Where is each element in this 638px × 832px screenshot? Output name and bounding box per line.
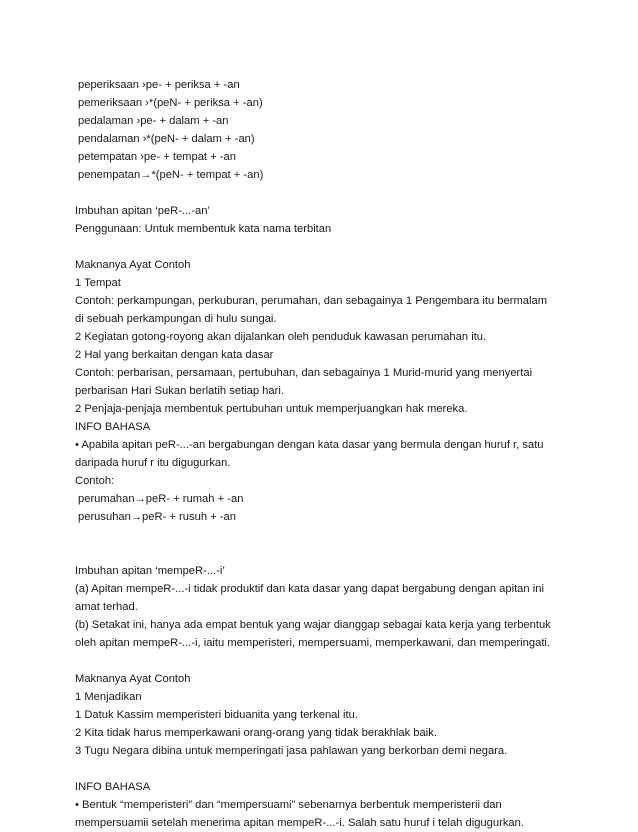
spacer: [75, 652, 575, 670]
example-line: perumahan→peR- + rumah + -an: [78, 493, 244, 505]
derivation-line: penempatan→*(peN- + tempat + -an): [78, 169, 264, 181]
body-text: 3 Tugu Negara dibina untuk memperingati jasa pahlawan yang berkorban demi negara.: [75, 745, 508, 757]
derivation-line: pendalaman ›*(peN- + dalam + -an): [78, 133, 255, 145]
section-heading: Imbuhan apitan ‘peR-...-an’: [75, 205, 210, 217]
meaning-title: 2 Hal yang berkaitan dengan kata dasar: [75, 349, 274, 361]
example-line: perusuhan→peR- + rusuh + -an: [78, 511, 236, 523]
body-text: oleh apitan mempeR-...-i, iaitu memperisteri, mempersuami, memperkawani, dan memperingati.: [75, 637, 551, 649]
body-text: 2 Penjaja-penjaja membentuk pertubuhan untuk memperjuangkan hak mereka.: [75, 403, 468, 415]
section-heading: Imbuhan apitan ‘mempeR-...-i’: [75, 565, 225, 577]
spacer: [75, 526, 575, 544]
body-text: Contoh: perbarisan, persamaan, pertubuhan, dan sebagainya 1 Murid-murid yang menyertai: [75, 367, 533, 379]
derivation-line: peperiksaan ›pe- + periksa + -an: [78, 79, 240, 91]
info-title: INFO BAHASA: [75, 781, 151, 793]
table-header: Maknanya Ayat Contoh: [75, 673, 191, 685]
derivation-line: petempatan ›pe- + tempat + -an: [78, 151, 236, 163]
document-body: [75, 76, 575, 832]
body-text: (a) Apitan mempeR-...-i tidak produktif dan kata dasar yang dapat bergabung dengan apitan ini: [75, 583, 544, 595]
body-text: di sebuah perkampungan di hulu sungai.: [75, 313, 277, 325]
table-header: Maknanya Ayat Contoh: [75, 259, 191, 271]
body-text: amat terhad.: [75, 601, 138, 613]
spacer: [75, 238, 575, 256]
example-label: Contoh:: [75, 475, 115, 487]
body-text: • Bentuk “memperisteri” dan “mempersuami” sebenarnya berbentuk memperisterii dan: [75, 799, 502, 811]
body-text: daripada huruf r itu digugurkan.: [75, 457, 231, 469]
derivation-line: pedalaman ›pe- + dalam + -an: [78, 115, 229, 127]
spacer: [75, 544, 575, 562]
body-text: mempersuamii setelah menerima apitan mempeR-...-i. Salah satu huruf i telah digugurkan.: [75, 817, 524, 829]
usage-text: Penggunaan: Untuk membentuk kata nama terbitan: [75, 223, 332, 235]
body-text: • Apabila apitan peR-...-an bergabungan dengan kata dasar yang bermula dengan huruf r, satu: [75, 439, 544, 451]
meaning-title: 1 Menjadikan: [75, 691, 142, 703]
body-text: Contoh: perkampungan, perkuburan, perumahan, dan sebagainya 1 Pengembara itu bermalam: [75, 295, 548, 307]
body-text: 2 Kita tidak harus memperkawani orang-orang yang tidak berakhlak baik.: [75, 727, 437, 739]
info-title: INFO BAHASA: [75, 421, 151, 433]
body-text: 2 Kegiatan gotong-royong akan dijalankan oleh penduduk kawasan perumahan itu.: [75, 331, 487, 343]
body-text: perbarisan Hari Sukan berlatih setiap hari.: [75, 385, 284, 397]
body-text: (b) Setakat ini, hanya ada empat bentuk yang wajar dianggap sebagai kata kerja yang terbentuk: [75, 619, 551, 631]
meaning-title: 1 Tempat: [75, 277, 121, 289]
spacer: [75, 184, 575, 202]
body-text: 1 Datuk Kassim memperisteri biduanita yang terkenal itu.: [75, 709, 358, 721]
derivation-line: pemeriksaan ›*(peN- + periksa + -an): [78, 97, 263, 109]
spacer: [75, 760, 575, 778]
